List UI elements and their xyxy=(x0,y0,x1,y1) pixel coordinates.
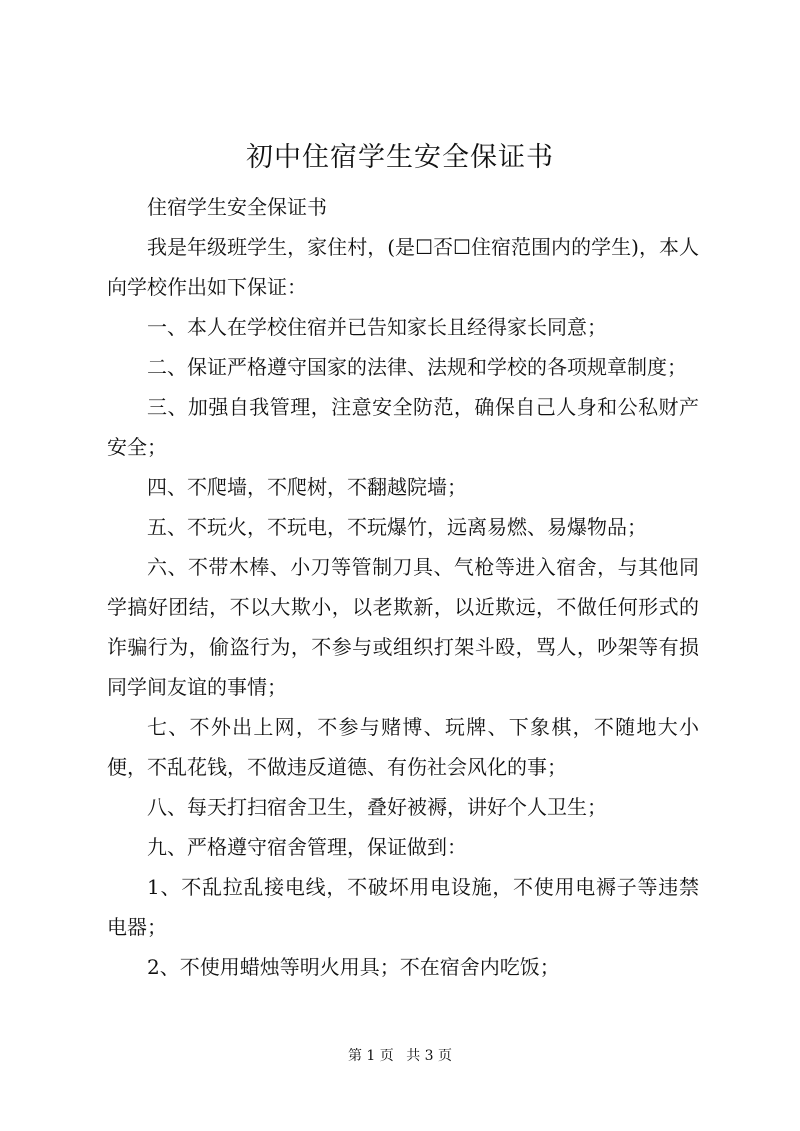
paragraph: 三、加强自我管理，注意安全防范，确保自己人身和公私财产安全； xyxy=(107,395,699,459)
paragraph: 1、不乱拉乱接电线，不破坏用电设施，不使用电褥子等违禁电器； xyxy=(107,875,699,939)
paragraph: 九、严格遵守宿舍管理，保证做到： xyxy=(147,835,467,859)
paragraph: 住宿学生安全保证书 xyxy=(147,195,327,219)
paragraph: 八、每天打扫宿舍卫生，叠好被褥，讲好个人卫生； xyxy=(147,795,607,819)
paragraph: 六、不带木棒、小刀等管制刀具、气枪等进入宿舍，与其他同学搞好团结，不以大欺小，以老欺新，以近欺远，不做任何形式的诈骗行为，偷盗行为，不参与或组织打架斗殴，骂人，吵架等有损同学间友谊的事情； xyxy=(107,555,699,699)
paragraph: 四、不爬墙，不爬树，不翻越院墙； xyxy=(147,475,467,499)
paragraph: 我是年级班学生，家住村，(是☐否☐住宿范围内的学生)，本人向学校作出如下保证： xyxy=(107,235,699,299)
document-body xyxy=(107,187,699,987)
paragraph: 二、保证严格遵守国家的法律、法规和学校的各项规章制度； xyxy=(147,355,687,379)
paragraph: 五、不玩火，不玩电，不玩爆竹，远离易燃、易爆物品； xyxy=(147,515,647,539)
paragraph: 一、本人在学校住宿并已告知家长且经得家长同意； xyxy=(147,315,607,339)
document-title: 初中住宿学生安全保证书 xyxy=(246,142,554,173)
paragraph: 七、不外出上网，不参与赌博、玩牌、下象棋，不随地大小便，不乱花钱，不做违反道德、有伤社会风化的事； xyxy=(107,715,699,779)
paragraph: 2、不使用蜡烛等明火用具；不在宿舍内吃饭； xyxy=(147,955,560,979)
page-number: 第 1 页 xyxy=(347,1048,394,1064)
page-footer xyxy=(0,1046,800,1066)
page-total: 共 3 页 xyxy=(406,1048,453,1064)
